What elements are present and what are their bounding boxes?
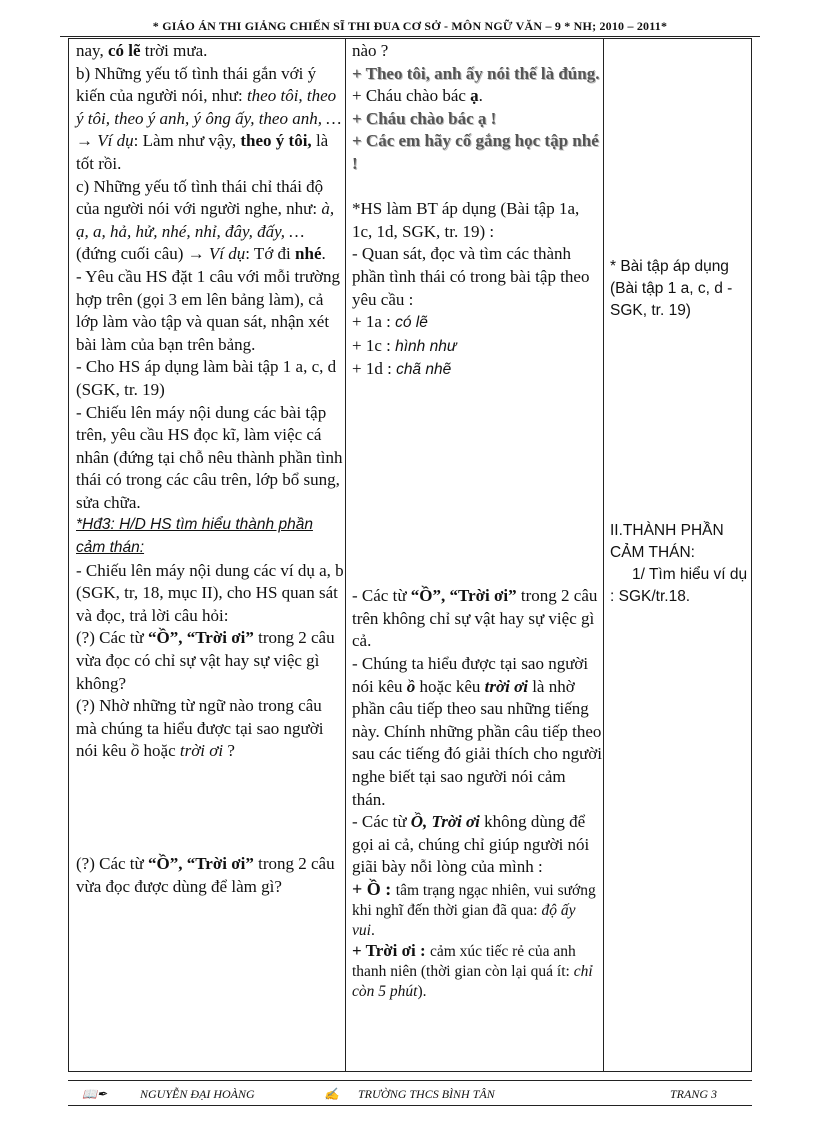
instruction-4: - Chiếu lên máy nội dung các ví dụ a, b (SGK, tr, 18, mục II), cho HS quan sát và đọc, trả lời câu hỏi:	[76, 560, 344, 625]
response-2: - Chúng ta hiểu được tại sao người nói kêu ồ hoặc kêu trời ơi là nhờ phần câu tiếp theo sau những tiếng này. Chính những phần câu tiếp theo sau các tiếng đó giải thích cho người nghe biết tại sao người nói cảm thán.	[352, 654, 602, 809]
page-footer	[68, 1080, 752, 1106]
author-name: NGUYỄN ĐẠI HOÀNG	[140, 1087, 255, 1101]
example-4: + Các em hãy cố gắng học tập nhé !	[352, 131, 599, 173]
item-b: b) Những yếu tố tình thái gắn với ý kiến của người nói, như: theo tôi, theo ý tôi, theo ý anh, ý ông ấy, theo anh, … → Ví dụ: Làm như vậy, theo ý tôi, là tốt rồi.	[76, 63, 342, 173]
question-3: (?) Các từ “Ồ”, “Trời ơi” trong 2 câu vừa đọc được dùng để làm gì?	[76, 854, 335, 896]
response-4: + Ồ : tâm trạng ngạc nhiên, vui sướng khi nghĩ đến thời gian đã qua: độ ấy vui.	[352, 878, 596, 939]
response-3: - Các từ Ồ, Trời ơi không dùng để gọi ai cả, chúng chỉ giúp người nói giãi bày nỗi lòng của mình :	[352, 812, 590, 877]
answer-1c: + 1c : hình như	[352, 335, 457, 355]
exercise-intro: *HS làm BT áp dụng (Bài tập 1a, 1c, 1d, SGK, tr. 19) :	[352, 199, 580, 241]
teacher-activity-column	[76, 40, 346, 899]
question-1: (?) Các từ “Ồ”, “Trời ơi” trong 2 câu vừa đọc có chỉ sự vật hay sự việc gì không?	[76, 628, 335, 693]
item-c: c) Những yếu tố tình thái chỉ thái độ của người nói với người nghe, như: à, ạ, a, hả, hử, nhé, nhỉ, đây, đấy, … (đứng cuối câu) → Ví dụ: Tớ đi nhé.	[76, 176, 335, 264]
notes-exercise	[610, 256, 750, 322]
question-2: (?) Nhờ những từ ngữ nào trong câu mà chúng ta hiểu được tại sao người nói kêu ồ hoặc trời ơi ?	[76, 696, 324, 761]
instruction-3: - Chiếu lên máy nội dung các bài tập trên, yêu cầu HS đọc kĩ, làm việc cá nhân (đứng tại chỗ nêu thành phần tình thái có trong các câu trên, lớp bổ sung, sửa chữa.	[76, 402, 343, 512]
example-2: + Cháu chào bác ạ.	[352, 86, 483, 106]
response-5: + Trời ơi : cảm xúc tiếc rẻ của anh thanh niên (thời gian còn lại quá ít: chỉ còn 5 phút).	[352, 940, 593, 1000]
book-icon: 📖✒	[82, 1087, 107, 1101]
school-name: TRƯỜNG THCS BÌNH TÂN	[358, 1087, 495, 1101]
instruction-2: - Cho HS áp dụng làm bài tập 1 a, c, d (SGK, tr. 19)	[76, 357, 337, 399]
notes-section-2	[610, 520, 750, 608]
example-1: + Theo tôi, anh ấy nói thế là đúng.	[352, 63, 600, 83]
column-divider-2	[603, 38, 604, 1072]
page-number: TRANG 3	[670, 1087, 718, 1101]
line-1: nay, có lẽ trời mưa.	[76, 41, 208, 60]
section-heading: II.THÀNH PHẦN CẢM THÁN:	[610, 522, 724, 561]
answer-1d: + 1d : chã nhẽ	[352, 359, 452, 379]
pen-icon: ✍	[324, 1087, 339, 1101]
answer-1a: + 1a : có lẽ	[352, 312, 428, 332]
exercise-task: - Quan sát, đọc và tìm các thành phần tình thái có trong bài tập theo yêu cầu :	[352, 244, 590, 309]
section-subheading: 1/ Tìm hiểu ví dụ : SGK/tr.18.	[610, 566, 748, 605]
activity-3-heading: *Hđ3: H/D HS tìm hiểu thành phần cảm thán:	[76, 516, 313, 557]
instruction-1: - Yêu cầu HS đặt 1 câu với mỗi trường hợp trên (gọi 3 em lên bảng làm), cả lớp làm vào tập và quan sát, nhận xét bài làm của bạn trên bảng.	[76, 266, 341, 354]
example-3: + Cháu chào bác ạ !	[352, 108, 497, 128]
line-1: nào ?	[352, 41, 389, 60]
student-activity-column	[352, 40, 602, 1002]
exercise-note: * Bài tập áp dụng (Bài tập 1 a, c, d - SGK, tr. 19)	[610, 258, 733, 319]
page-header: * GIÁO ÁN THI GIẢNG CHIẾN SĨ THI ĐUA CƠ SỞ - MÔN NGỮ VĂN – 9 * NH; 2010 – 2011*	[60, 18, 760, 37]
response-1: - Các từ “Ồ”, “Trời ơi” trong 2 câu trên không chỉ sự vật hay sự việc gì cả.	[352, 586, 598, 651]
